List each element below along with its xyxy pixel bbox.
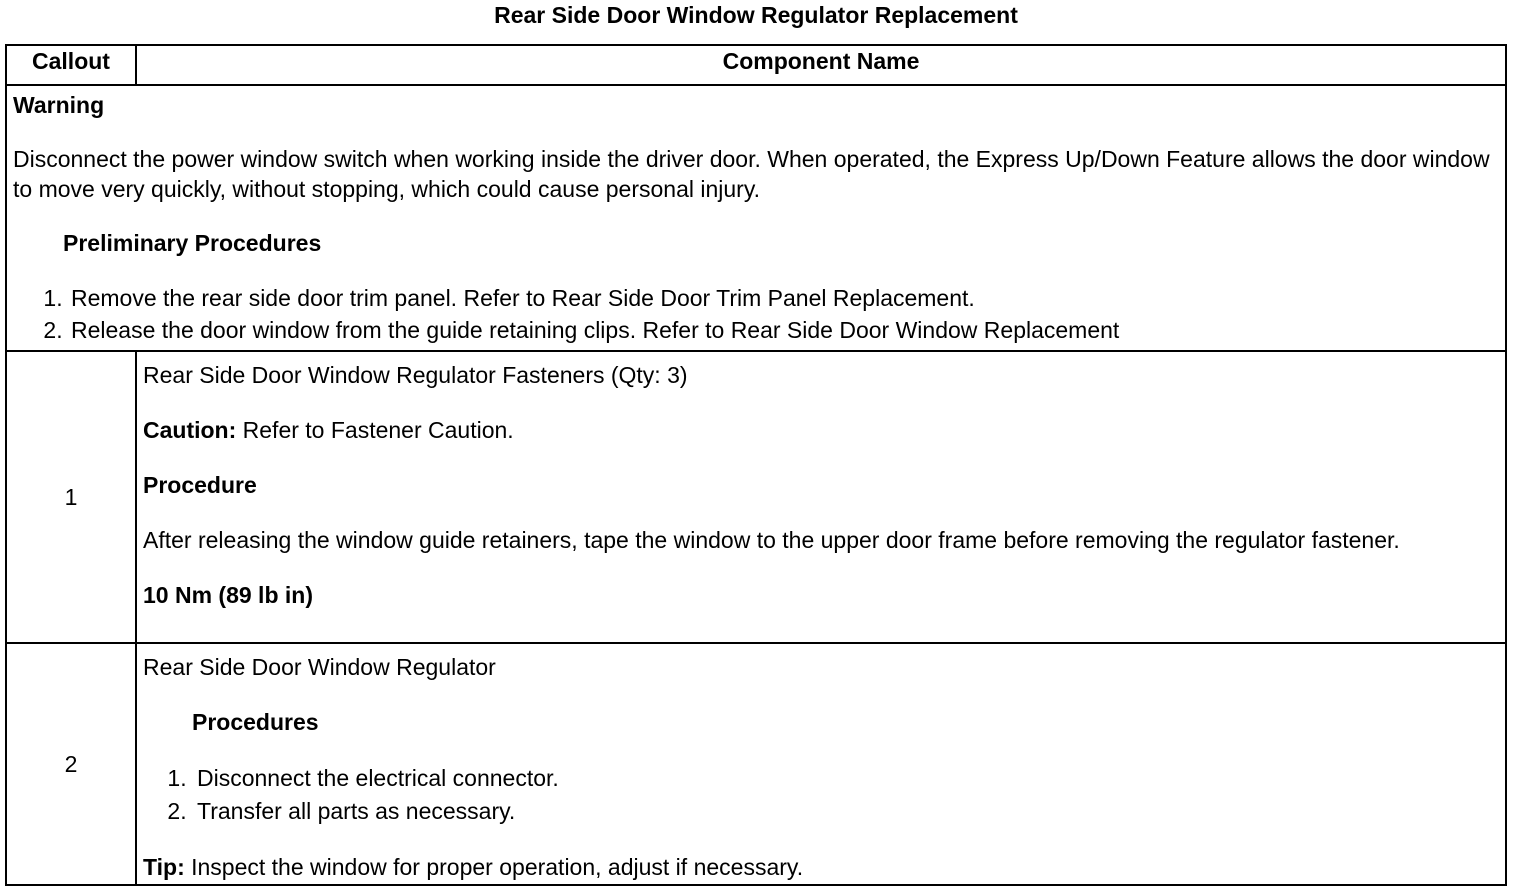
- procedure-text: After releasing the window guide retainers, tape the window to the upper door frame before removing the regulator fastener.: [143, 527, 1400, 553]
- procedure-label: Procedure: [143, 472, 257, 498]
- component-name: Rear Side Door Window Regulator Fasteners (Qty: 3): [143, 362, 688, 388]
- procedure-step: 2. Transfer all parts as necessary.: [193, 795, 1499, 828]
- table-header-row: [6, 45, 1506, 85]
- callout-number: 2: [6, 643, 136, 885]
- warning-row: [6, 85, 1506, 351]
- component-cell: [136, 643, 1506, 885]
- torque-spec: 10 Nm (89 lb in): [143, 582, 313, 608]
- warning-text: Disconnect the power window switch when working inside the driver door. When operated, the Express Up/Down Feature allows the door window to move very quickly, without stopping, which could cause personal injury.: [13, 146, 1490, 202]
- warning-cell: [6, 85, 1506, 351]
- preliminary-step: 2. Release the door window from the guide retaining clips. Refer to Rear Side Door Window Replacement: [69, 314, 1499, 346]
- page-title: Rear Side Door Window Regulator Replacement: [494, 2, 1018, 28]
- procedure-step: 1. Disconnect the electrical connector.: [193, 762, 1499, 795]
- tip-line: [143, 852, 1499, 882]
- tip-label: Tip:: [143, 854, 185, 880]
- callout-number: 1: [6, 351, 136, 643]
- component-cell: [136, 351, 1506, 643]
- table-row: [6, 351, 1506, 643]
- component-name-header: Component Name: [136, 45, 1506, 85]
- component-name: Rear Side Door Window Regulator: [143, 654, 496, 680]
- procedure-steps-list: [143, 762, 1499, 828]
- preliminary-step: 1. Remove the rear side door trim panel. Refer to Rear Side Door Trim Panel Replacement.: [69, 282, 1499, 314]
- caution-text: Refer to Fastener Caution.: [236, 417, 514, 443]
- caution-line: [143, 415, 1499, 445]
- preliminary-procedures-title: Preliminary Procedures: [63, 230, 322, 256]
- procedures-label: Procedures: [192, 709, 319, 735]
- tip-text: Inspect the window for proper operation, adjust if necessary.: [184, 854, 804, 880]
- caution-label: Caution:: [143, 417, 237, 443]
- table-row: [6, 643, 1506, 885]
- procedure-table: [5, 44, 1507, 886]
- preliminary-steps-list: [13, 282, 1499, 346]
- warning-label: Warning: [13, 92, 105, 118]
- callout-header: Callout: [6, 45, 136, 85]
